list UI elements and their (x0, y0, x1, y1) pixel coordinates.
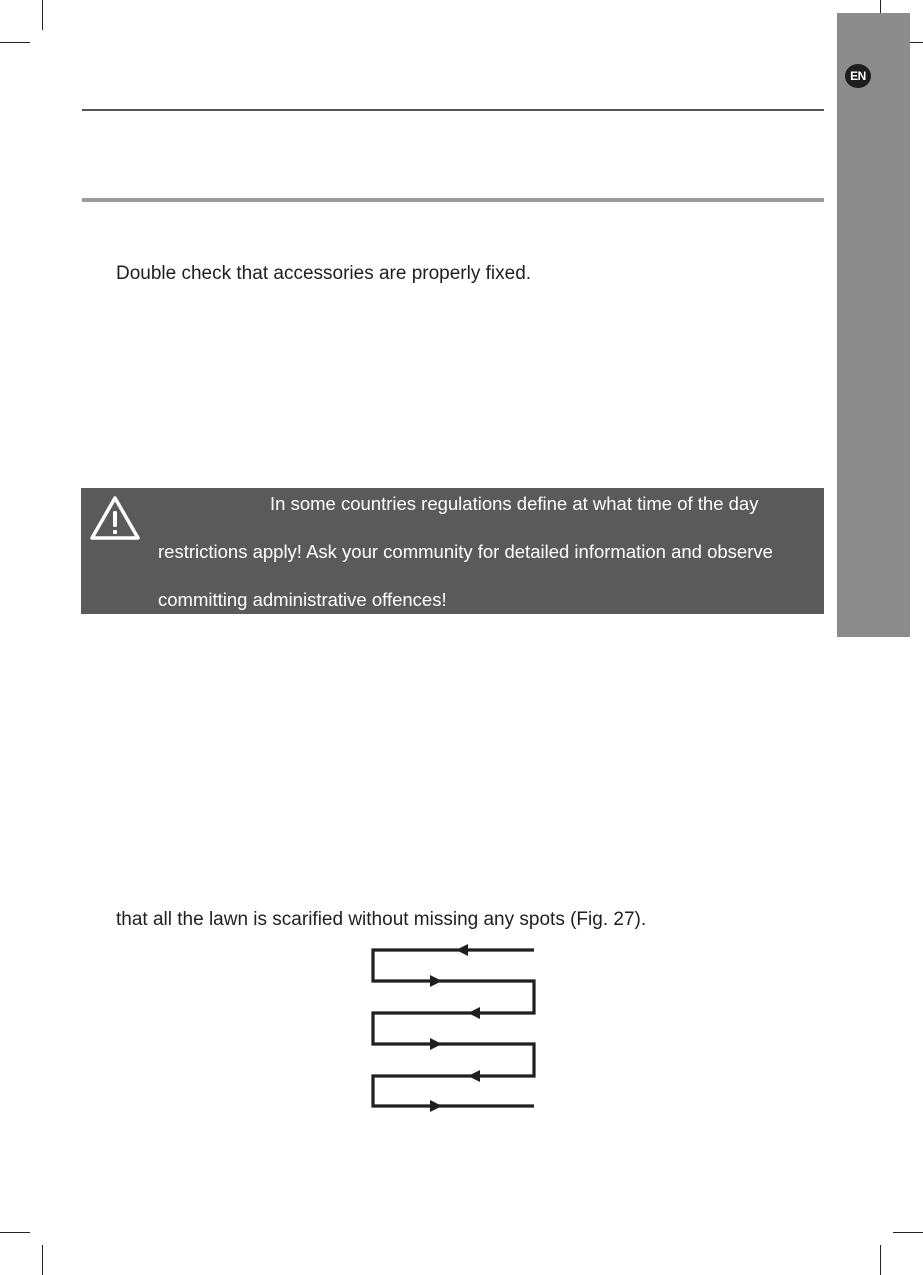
crop-mark-bottom-right-v (880, 1245, 881, 1275)
arrow-right-icon (430, 1038, 442, 1050)
crop-mark-top-left-v (42, 0, 43, 30)
warning-line-1: In some countries regulations define at what time of the day (270, 493, 759, 514)
accessories-check-text: Double check that accessories are properly fixed. (116, 263, 532, 284)
header-rule-bottom (82, 198, 824, 202)
arrow-left-icon (468, 1007, 480, 1019)
warning-box (81, 488, 824, 614)
warning-line-2: restrictions apply! Ask your community for detailed information and observe (158, 541, 773, 562)
arrow-right-icon (430, 1100, 442, 1112)
arrow-left-icon (456, 944, 468, 956)
warning-triangle-icon (89, 494, 141, 542)
arrow-right-icon (430, 975, 442, 987)
crop-mark-bottom-left-v (42, 1245, 43, 1275)
side-language-tab (837, 13, 910, 637)
warning-line-3: committing administrative offences! (158, 589, 447, 610)
language-badge: EN (845, 64, 871, 88)
crop-mark-top-left-h (0, 42, 30, 43)
crop-mark-bottom-right-h (893, 1232, 923, 1233)
lawn-scarify-text: that all the lawn is scarified without missing any spots (Fig. 27). (116, 909, 647, 930)
header-rule-top (82, 109, 824, 111)
mowing-path (373, 950, 534, 1106)
mowing-pattern-figure (364, 940, 544, 1112)
crop-mark-bottom-left-h (0, 1232, 30, 1233)
arrow-left-icon (468, 1070, 480, 1082)
